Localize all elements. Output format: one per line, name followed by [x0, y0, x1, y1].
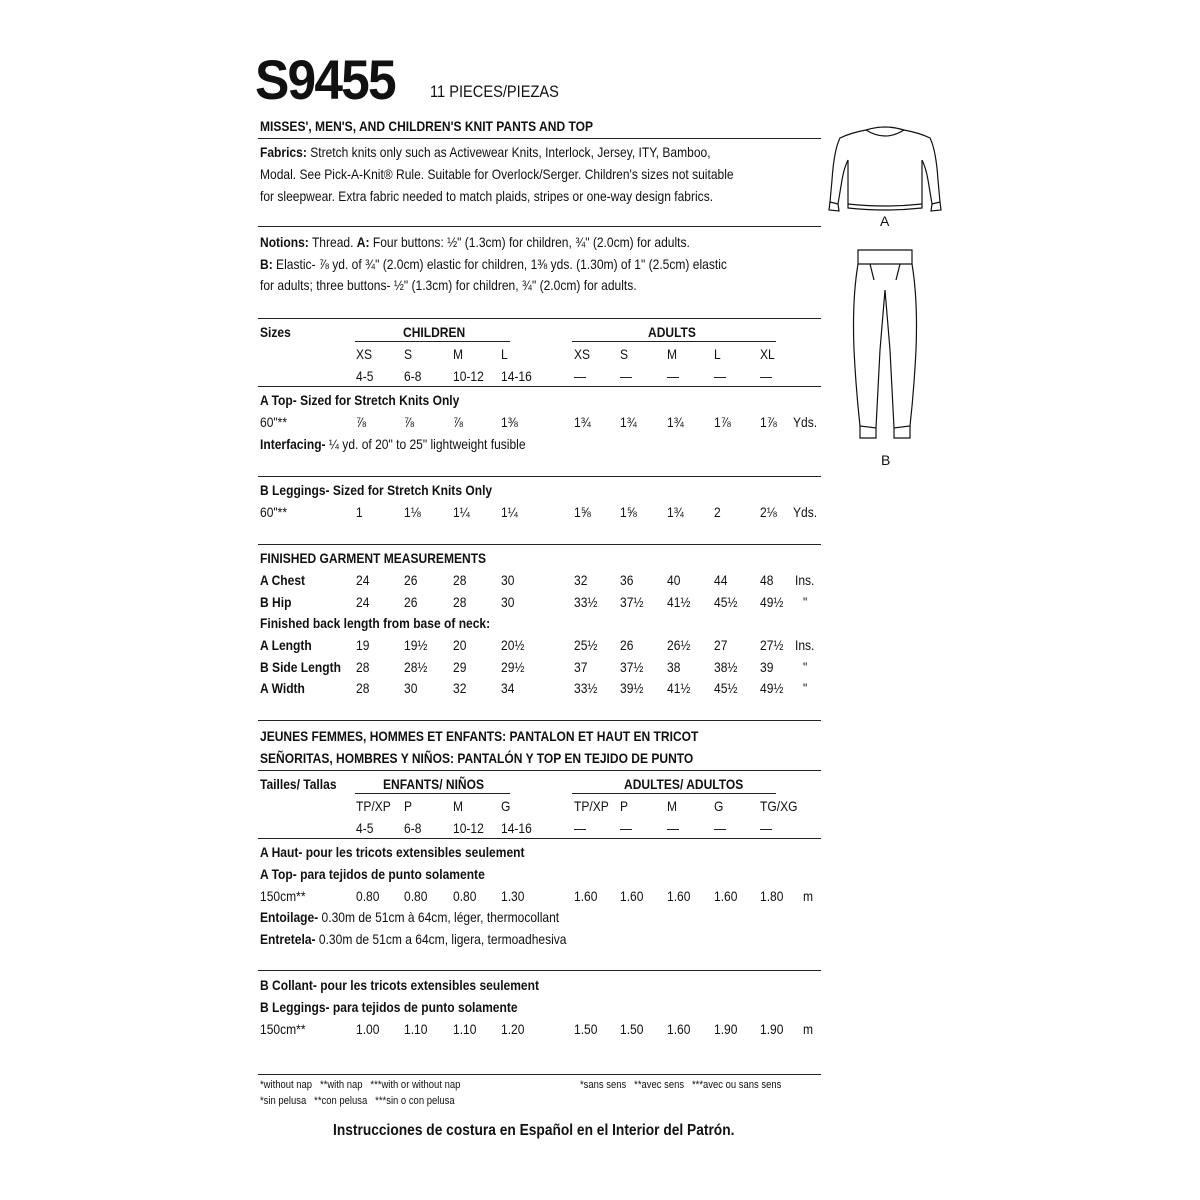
divider: [258, 770, 821, 771]
size-code: G: [714, 798, 724, 814]
value: 0.80: [404, 888, 428, 904]
value: 37: [574, 659, 588, 675]
value: 26: [620, 637, 634, 653]
children-rule: [355, 793, 510, 794]
value: 1⅝: [574, 504, 591, 520]
size-code: P: [404, 798, 413, 814]
size-age: 4-5: [356, 820, 374, 836]
size-age: —: [760, 820, 773, 836]
size-code: M: [453, 346, 464, 362]
value: 41½: [667, 594, 691, 610]
size-age: —: [574, 820, 587, 836]
value: 2⅛: [760, 504, 777, 520]
divider: [258, 1074, 821, 1075]
value: 1¼: [501, 504, 518, 520]
value: 28: [453, 572, 467, 588]
row-label: A Chest: [260, 572, 306, 588]
size-age: —: [620, 820, 633, 836]
value: 1.60: [620, 888, 644, 904]
size-age: 14-16: [501, 820, 532, 836]
value: 1.50: [620, 1021, 644, 1037]
children-heading: CHILDREN: [403, 324, 466, 340]
notions-line-2: B: Elastic- ⅞ yd. of ¾" (2.0cm) elastic for children, 1⅜ yds. (1.30m) of 1" (2.5cm) elastic: [260, 256, 727, 272]
value: 1.30: [501, 888, 525, 904]
value: 32: [453, 680, 467, 696]
value: 19: [356, 637, 370, 653]
value: 1.60: [667, 1021, 691, 1037]
value: 0.80: [356, 888, 380, 904]
notions-line-3: for adults; three buttons- ½" (1.3cm) for children, ¾" (2.0cm) for adults.: [260, 277, 637, 293]
value: 36: [620, 572, 634, 588]
value: 40: [667, 572, 681, 588]
fabrics-line-2: Modal. See Pick-A-Knit® Rule. Suitable for Overlock/Serger. Children's sizes not suitable: [260, 166, 734, 182]
size-age: —: [714, 368, 727, 384]
value: 1⅛: [404, 504, 421, 520]
value: 38: [667, 659, 681, 675]
adults-rule: [572, 793, 776, 794]
value: 1¾: [667, 504, 684, 520]
value: 1.80: [760, 888, 784, 904]
value: 45½: [714, 594, 738, 610]
row-label: A Length: [260, 637, 312, 653]
children-rule: [355, 341, 510, 342]
divider: [258, 970, 821, 971]
footnote-spanish: *sin pelusa **con pelusa ***sin o con pelusa: [260, 1095, 455, 1107]
value: 41½: [667, 680, 691, 696]
value: 24: [356, 572, 370, 588]
divider: [258, 386, 821, 387]
value: 27½: [760, 637, 784, 653]
value: 1¾: [667, 414, 684, 430]
unit: ": [803, 594, 808, 610]
footnote-english: *without nap **with nap ***with or without nap: [260, 1079, 461, 1091]
size-age: —: [620, 368, 633, 384]
value: 29: [453, 659, 467, 675]
row-label: 60"**: [260, 504, 288, 520]
value: 20: [453, 637, 467, 653]
size-code: S: [404, 346, 413, 362]
value: 1.20: [501, 1021, 525, 1037]
unit: Ins.: [795, 637, 815, 653]
row-label: 150cm**: [260, 888, 306, 904]
spanish-instructions-note: Instrucciones de costura en Español en el Interior del Patrón.: [333, 1122, 735, 1139]
value: 28: [356, 680, 370, 696]
value: 1⅝: [620, 504, 637, 520]
size-age: —: [667, 368, 680, 384]
view-b-pants-sketch: [840, 240, 930, 450]
title-spanish: SEÑORITAS, HOMBRES Y NIÑOS: PANTALÓN Y TOP EN TEJIDO DE PUNTO: [260, 750, 694, 766]
value: 26½: [667, 637, 691, 653]
fabrics-line-3: for sleepwear. Extra fabric needed to match plaids, stripes or one-way design fabrics.: [260, 188, 714, 204]
size-code: M: [453, 798, 464, 814]
size-code: M: [667, 798, 678, 814]
adults-heading-intl: ADULTES/ ADULTOS: [624, 776, 744, 792]
top-heading-french: A Haut- pour les tricots extensibles seulement: [260, 844, 525, 860]
value: 1⅜: [501, 414, 518, 430]
unit: m: [803, 1021, 814, 1037]
value: 32: [574, 572, 588, 588]
value: 30: [501, 572, 515, 588]
size-age: —: [574, 368, 587, 384]
pattern-number: S9455: [255, 48, 395, 111]
size-age: —: [760, 368, 773, 384]
size-code: TP/XP: [356, 798, 391, 814]
divider: [258, 838, 821, 839]
value: 29½: [501, 659, 525, 675]
unit: Ins.: [795, 572, 815, 588]
value: 1.90: [760, 1021, 784, 1037]
value: 28: [453, 594, 467, 610]
value: 33½: [574, 680, 598, 696]
size-age: 6-8: [404, 368, 422, 384]
value: 28½: [404, 659, 428, 675]
value: 44: [714, 572, 728, 588]
sizes-label: Sizes: [260, 324, 291, 340]
size-code: XS: [574, 346, 591, 362]
interfacing-line: Interfacing- ¼ yd. of 20" to 25" lightweight fusible: [260, 436, 526, 452]
row-label: 150cm**: [260, 1021, 306, 1037]
value: 37½: [620, 594, 644, 610]
value: 1.60: [667, 888, 691, 904]
notions-line-1: Notions: Thread. A: Four buttons: ½" (1.3cm) for children, ¾" (2.0cm) for adults.: [260, 234, 690, 250]
size-code: XL: [760, 346, 775, 362]
size-age: —: [714, 820, 727, 836]
value: 1⅞: [714, 414, 731, 430]
title-french: JEUNES FEMMES, HOMMES ET ENFANTS: PANTALON ET HAUT EN TRICOT: [260, 728, 699, 744]
row-label: A Width: [260, 680, 305, 696]
size-code: L: [501, 346, 508, 362]
value: 1¼: [453, 504, 470, 520]
value: 49½: [760, 594, 784, 610]
value: 1: [356, 504, 363, 520]
size-age: —: [667, 820, 680, 836]
value: 38½: [714, 659, 738, 675]
size-code: P: [620, 798, 629, 814]
divider: [258, 476, 821, 477]
value: 49½: [760, 680, 784, 696]
value: 34: [501, 680, 515, 696]
sizes-label-intl: Tailles/ Tallas: [260, 776, 337, 792]
top-heading-spanish: A Top- para tejidos de punto solamente: [260, 866, 485, 882]
value: 33½: [574, 594, 598, 610]
unit: ": [803, 680, 808, 696]
divider: [258, 226, 821, 227]
size-code: TG/XG: [760, 798, 798, 814]
value: 37½: [620, 659, 644, 675]
value: 30: [501, 594, 515, 610]
size-age: 6-8: [404, 820, 422, 836]
children-heading-intl: ENFANTS/ NIÑOS: [383, 776, 485, 792]
size-code: TP/XP: [574, 798, 609, 814]
size-code: M: [667, 346, 678, 362]
size-code: S: [620, 346, 629, 362]
value: 1.10: [453, 1021, 477, 1037]
view-b-label: B: [881, 452, 891, 468]
row-label: B Side Length: [260, 659, 341, 675]
value: ⅞: [453, 414, 464, 430]
value: 1.90: [714, 1021, 738, 1037]
value: 1.10: [404, 1021, 428, 1037]
value: 28: [356, 659, 370, 675]
unit: ": [803, 659, 808, 675]
footnote-french: *sans sens **avec sens ***avec ou sans sens: [580, 1079, 782, 1091]
value: 24: [356, 594, 370, 610]
value: 0.80: [453, 888, 477, 904]
value: 1¾: [620, 414, 637, 430]
divider: [258, 318, 821, 319]
size-code: L: [714, 346, 721, 362]
value: 1.60: [714, 888, 738, 904]
pattern-title: MISSES', MEN'S, AND CHILDREN'S KNIT PANTS AND TOP: [260, 118, 594, 134]
back-length-subheading: Finished back length from base of neck:: [260, 615, 491, 631]
unit: Yds.: [793, 504, 818, 520]
size-age: 10-12: [453, 368, 484, 384]
size-code: XS: [356, 346, 373, 362]
leggings-heading-french: B Collant- pour les tricots extensibles seulement: [260, 977, 540, 993]
leggings-heading: B Leggings- Sized for Stretch Knits Only: [260, 482, 493, 498]
adults-heading: ADULTS: [648, 324, 696, 340]
size-code: G: [501, 798, 511, 814]
divider: [258, 138, 821, 139]
value: 1.50: [574, 1021, 598, 1037]
view-a-label: A: [880, 213, 890, 229]
fabrics-line-1: Fabrics: Stretch knits only such as Activewear Knits, Interlock, Jersey, ITY, Bamboo,: [260, 144, 711, 160]
value: 39: [760, 659, 774, 675]
entoilage-line: Entoilage- 0.30m de 51cm à 64cm, léger, thermocollant: [260, 909, 560, 925]
value: 1⅞: [760, 414, 777, 430]
divider: [258, 544, 821, 545]
divider: [258, 720, 821, 721]
measurements-heading: FINISHED GARMENT MEASUREMENTS: [260, 550, 487, 566]
value: 2: [714, 504, 721, 520]
value: 1.00: [356, 1021, 380, 1037]
size-age: 14-16: [501, 368, 532, 384]
value: 39½: [620, 680, 644, 696]
top-heading: A Top- Sized for Stretch Knits Only: [260, 392, 460, 408]
unit: m: [803, 888, 814, 904]
leggings-heading-spanish: B Leggings- para tejidos de punto solamente: [260, 999, 518, 1015]
value: 26: [404, 594, 418, 610]
entretela-line: Entretela- 0.30m de 51cm a 64cm, ligera, termoadhesiva: [260, 931, 567, 947]
value: 26: [404, 572, 418, 588]
value: ⅞: [404, 414, 415, 430]
row-label: 60"**: [260, 414, 288, 430]
value: 45½: [714, 680, 738, 696]
value: 1¾: [574, 414, 591, 430]
value: ⅞: [356, 414, 367, 430]
pieces-count: 11 PIECES/PIEZAS: [430, 82, 559, 101]
value: 48: [760, 572, 774, 588]
value: 27: [714, 637, 728, 653]
unit: Yds.: [793, 414, 818, 430]
view-a-top-sketch: [820, 120, 950, 220]
value: 25½: [574, 637, 598, 653]
value: 20½: [501, 637, 525, 653]
value: 19½: [404, 637, 428, 653]
row-label: B Hip: [260, 594, 292, 610]
adults-rule: [572, 341, 776, 342]
size-age: 4-5: [356, 368, 374, 384]
value: 30: [404, 680, 418, 696]
size-age: 10-12: [453, 820, 484, 836]
value: 1.60: [574, 888, 598, 904]
